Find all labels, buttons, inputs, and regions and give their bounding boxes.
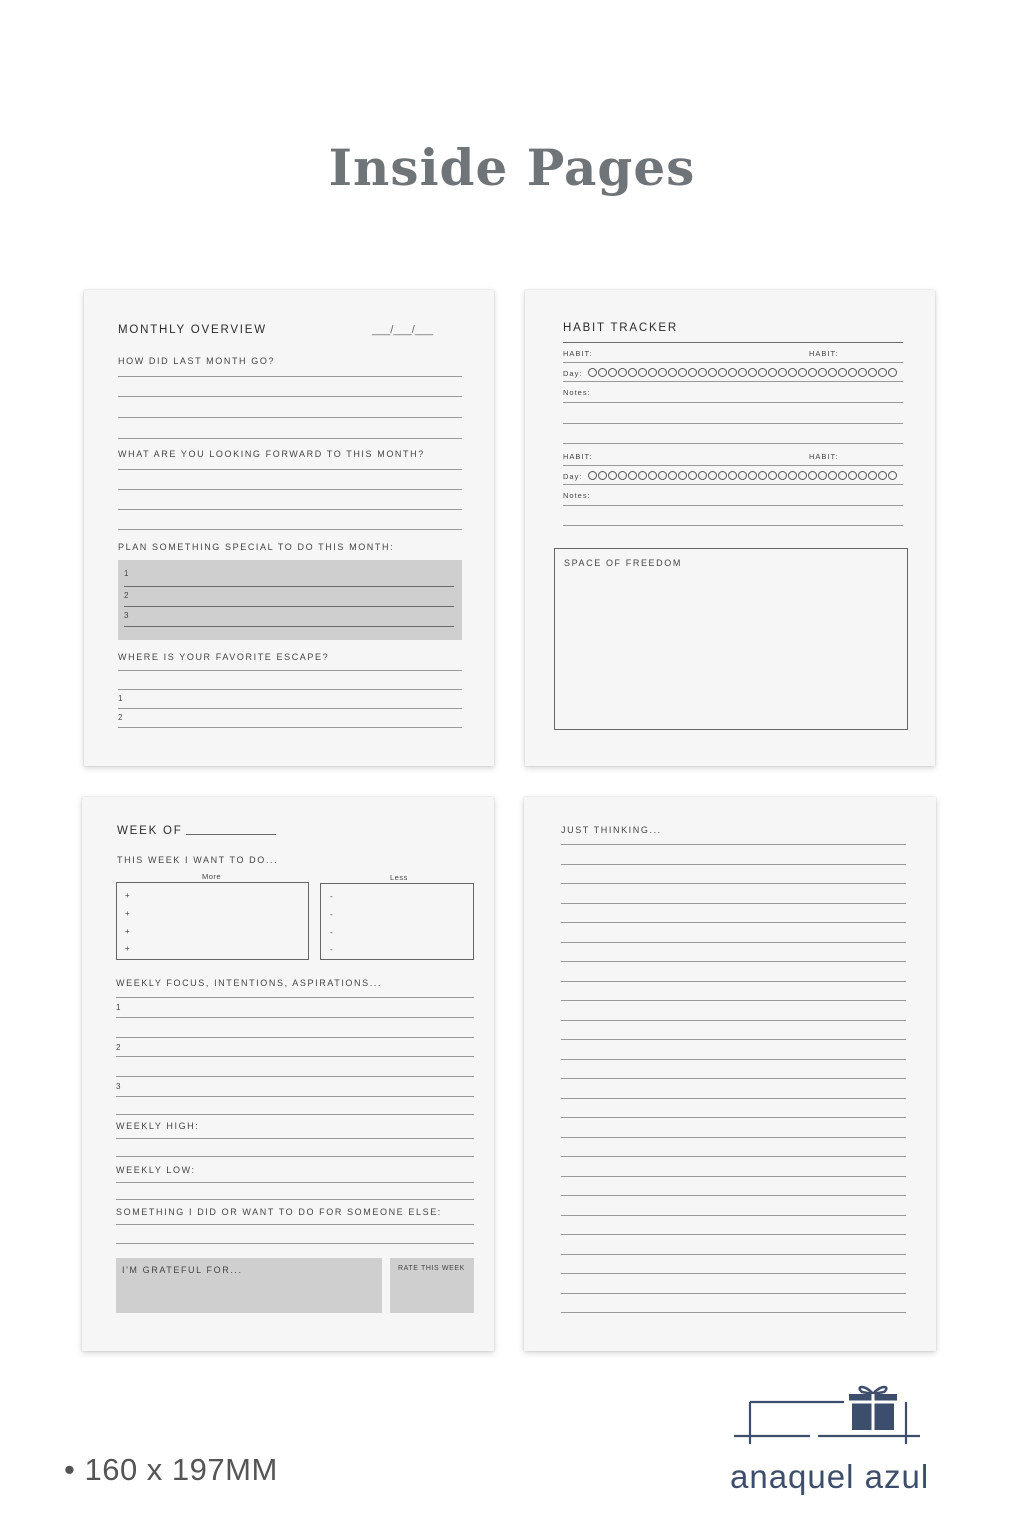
week-of-label: WEEK OF xyxy=(117,825,183,837)
monthly-q4: WHERE IS YOUR FAVORITE ESCAPE? xyxy=(118,652,330,662)
habit-label: HABIT: xyxy=(563,349,593,358)
day-circle xyxy=(608,368,617,377)
day-circle xyxy=(658,471,667,480)
line xyxy=(561,1312,906,1313)
line xyxy=(561,1020,906,1021)
day-circles xyxy=(588,471,897,480)
monthly-date-blank: ___/___/___ xyxy=(372,324,434,336)
line xyxy=(561,1195,906,1196)
line xyxy=(563,505,903,506)
line xyxy=(186,834,276,835)
line xyxy=(563,402,903,403)
day-circle xyxy=(658,368,667,377)
day-circle xyxy=(778,471,787,480)
notes-label: Notes: xyxy=(563,388,591,397)
notes-label: Notes: xyxy=(563,491,591,500)
line xyxy=(561,903,906,904)
day-circle xyxy=(738,471,747,480)
day-circle xyxy=(878,471,887,480)
line xyxy=(118,417,462,418)
line xyxy=(116,1114,474,1115)
less-box xyxy=(320,883,474,960)
want-label: THIS WEEK I WANT TO DO... xyxy=(117,855,279,865)
line xyxy=(561,1059,906,1060)
day-circle xyxy=(808,368,817,377)
line xyxy=(563,342,903,343)
item-number: 3 xyxy=(116,1082,121,1091)
line xyxy=(118,489,462,490)
day-label: Day: xyxy=(563,472,583,481)
line xyxy=(118,469,462,470)
day-circle xyxy=(818,368,827,377)
line xyxy=(116,1096,474,1097)
line xyxy=(561,1273,906,1274)
day-circle xyxy=(768,368,777,377)
item-number: 3 xyxy=(124,611,129,620)
line xyxy=(116,1243,474,1244)
space-of-freedom-box xyxy=(554,548,908,730)
day-circle xyxy=(798,368,807,377)
line xyxy=(561,1137,906,1138)
day-circle xyxy=(598,368,607,377)
day-circle xyxy=(858,471,867,480)
line xyxy=(118,670,462,671)
line xyxy=(124,606,454,607)
line xyxy=(563,443,903,444)
day-circle xyxy=(748,471,757,480)
day-circle xyxy=(608,471,617,480)
line xyxy=(561,1000,906,1001)
item-number: 1 xyxy=(118,694,123,703)
day-circle xyxy=(888,471,897,480)
sheet-week-of xyxy=(82,797,494,1351)
line xyxy=(116,1156,474,1157)
day-circle xyxy=(828,368,837,377)
day-circle xyxy=(728,368,737,377)
day-circle xyxy=(678,471,687,480)
more-label: More xyxy=(202,872,222,881)
line xyxy=(124,586,454,587)
freedom-label: SPACE OF FREEDOM xyxy=(564,558,682,568)
habit-label-right: HABIT: xyxy=(809,349,839,358)
day-circle xyxy=(708,471,717,480)
line xyxy=(561,864,906,865)
day-circle xyxy=(788,471,797,480)
line xyxy=(561,922,906,923)
minus-mark: - xyxy=(330,945,333,954)
item-number: 2 xyxy=(118,713,123,722)
grateful-label: I'M GRATEFUL FOR... xyxy=(122,1265,243,1275)
day-circle xyxy=(708,368,717,377)
plus-mark: + xyxy=(125,944,130,953)
day-circle xyxy=(618,471,627,480)
day-circle xyxy=(748,368,757,377)
line xyxy=(561,1234,906,1235)
day-circle xyxy=(758,471,767,480)
day-circle xyxy=(668,368,677,377)
line xyxy=(116,1138,474,1139)
habit-label-right: HABIT: xyxy=(809,452,839,461)
day-circle xyxy=(798,471,807,480)
shelf-gift-icon xyxy=(734,1380,924,1450)
minus-mark: - xyxy=(330,892,333,901)
line xyxy=(561,1176,906,1177)
line xyxy=(116,1037,474,1038)
line xyxy=(561,844,906,845)
day-circle xyxy=(888,368,897,377)
day-circle xyxy=(848,471,857,480)
day-circle xyxy=(668,471,677,480)
day-circle xyxy=(588,471,597,480)
day-circle xyxy=(858,368,867,377)
day-circle xyxy=(828,471,837,480)
line xyxy=(561,1254,906,1255)
day-circle xyxy=(808,471,817,480)
monthly-q3: PLAN SOMETHING SPECIAL TO DO THIS MONTH: xyxy=(118,542,395,552)
line xyxy=(561,1098,906,1099)
minus-mark: - xyxy=(330,928,333,937)
day-circle xyxy=(588,368,597,377)
day-circle xyxy=(768,471,777,480)
day-circle xyxy=(698,368,707,377)
brand-name: anaquel azul xyxy=(730,1458,930,1495)
day-circle xyxy=(638,471,647,480)
habit-title: HABIT TRACKER xyxy=(563,322,678,334)
day-circle xyxy=(878,368,887,377)
item-number: 1 xyxy=(124,569,129,578)
line xyxy=(561,1156,906,1157)
sheet-just-thinking xyxy=(524,797,936,1351)
size-note: • 160 x 197MM xyxy=(64,1452,278,1487)
line xyxy=(563,423,903,424)
day-circle xyxy=(718,471,727,480)
day-circle xyxy=(738,368,747,377)
day-circle xyxy=(838,368,847,377)
day-circle xyxy=(648,471,657,480)
line xyxy=(563,465,903,466)
monthly-title: MONTHLY OVERVIEW xyxy=(118,324,267,336)
habit-label: HABIT: xyxy=(563,452,593,461)
day-circle xyxy=(648,368,657,377)
day-circle xyxy=(618,368,627,377)
line xyxy=(118,376,462,377)
focus-label: WEEKLY FOCUS, INTENTIONS, ASPIRATIONS... xyxy=(116,978,383,988)
line xyxy=(116,1199,474,1200)
day-circle xyxy=(838,471,847,480)
line xyxy=(561,883,906,884)
page-title: Inside Pages xyxy=(328,138,696,197)
line xyxy=(118,708,462,709)
sheet-habit-tracker xyxy=(525,290,935,766)
monthly-q2: WHAT ARE YOU LOOKING FORWARD TO THIS MONTH? xyxy=(118,449,425,459)
line xyxy=(118,727,462,728)
day-circle xyxy=(628,471,637,480)
day-circle xyxy=(718,368,727,377)
thinking-title: JUST THINKING... xyxy=(561,825,662,835)
line xyxy=(116,1182,474,1183)
line xyxy=(118,438,462,439)
item-number: 2 xyxy=(124,591,129,600)
day-circle xyxy=(698,471,707,480)
minus-mark: - xyxy=(330,910,333,919)
day-circle xyxy=(728,471,737,480)
high-label: WEEKLY HIGH: xyxy=(116,1121,200,1131)
line xyxy=(561,981,906,982)
plus-mark: + xyxy=(125,909,130,918)
someone-label: SOMETHING I DID OR WANT TO DO FOR SOMEONE ELSE: xyxy=(116,1207,442,1217)
day-circle xyxy=(778,368,787,377)
line xyxy=(118,396,462,397)
grateful-box xyxy=(116,1258,382,1313)
line xyxy=(563,484,903,485)
day-circle xyxy=(688,471,697,480)
line xyxy=(563,381,903,382)
special-plans-box xyxy=(118,560,462,640)
line xyxy=(563,525,903,526)
item-number: 2 xyxy=(116,1043,121,1052)
line xyxy=(118,509,462,510)
more-box xyxy=(116,882,309,960)
line xyxy=(124,626,454,627)
line xyxy=(561,1078,906,1079)
line xyxy=(561,1117,906,1118)
day-circle xyxy=(598,471,607,480)
day-circle xyxy=(638,368,647,377)
day-circle xyxy=(848,368,857,377)
day-circle xyxy=(688,368,697,377)
day-circle xyxy=(818,471,827,480)
rate-week-box xyxy=(390,1258,474,1313)
line xyxy=(116,997,474,998)
line xyxy=(116,1017,474,1018)
rate-label: RATE THIS WEEK xyxy=(398,1265,465,1272)
plus-mark: + xyxy=(125,891,130,900)
less-label: Less xyxy=(390,873,408,882)
day-circle xyxy=(758,368,767,377)
line xyxy=(563,362,903,363)
line xyxy=(118,529,462,530)
day-label: Day: xyxy=(563,369,583,378)
sheet-monthly-overview xyxy=(84,290,494,766)
day-circles xyxy=(588,368,897,377)
line xyxy=(116,1076,474,1077)
line xyxy=(561,942,906,943)
line xyxy=(561,961,906,962)
day-circle xyxy=(628,368,637,377)
day-circle xyxy=(868,471,877,480)
day-circle xyxy=(788,368,797,377)
monthly-q1: HOW DID LAST MONTH GO? xyxy=(118,356,276,366)
day-circle xyxy=(868,368,877,377)
line xyxy=(118,689,462,690)
day-circle xyxy=(678,368,687,377)
low-label: WEEKLY LOW: xyxy=(116,1165,196,1175)
plus-mark: + xyxy=(125,927,130,936)
line xyxy=(561,1215,906,1216)
item-number: 1 xyxy=(116,1003,121,1012)
line xyxy=(561,1039,906,1040)
line xyxy=(116,1056,474,1057)
line xyxy=(561,1293,906,1294)
line xyxy=(116,1224,474,1225)
